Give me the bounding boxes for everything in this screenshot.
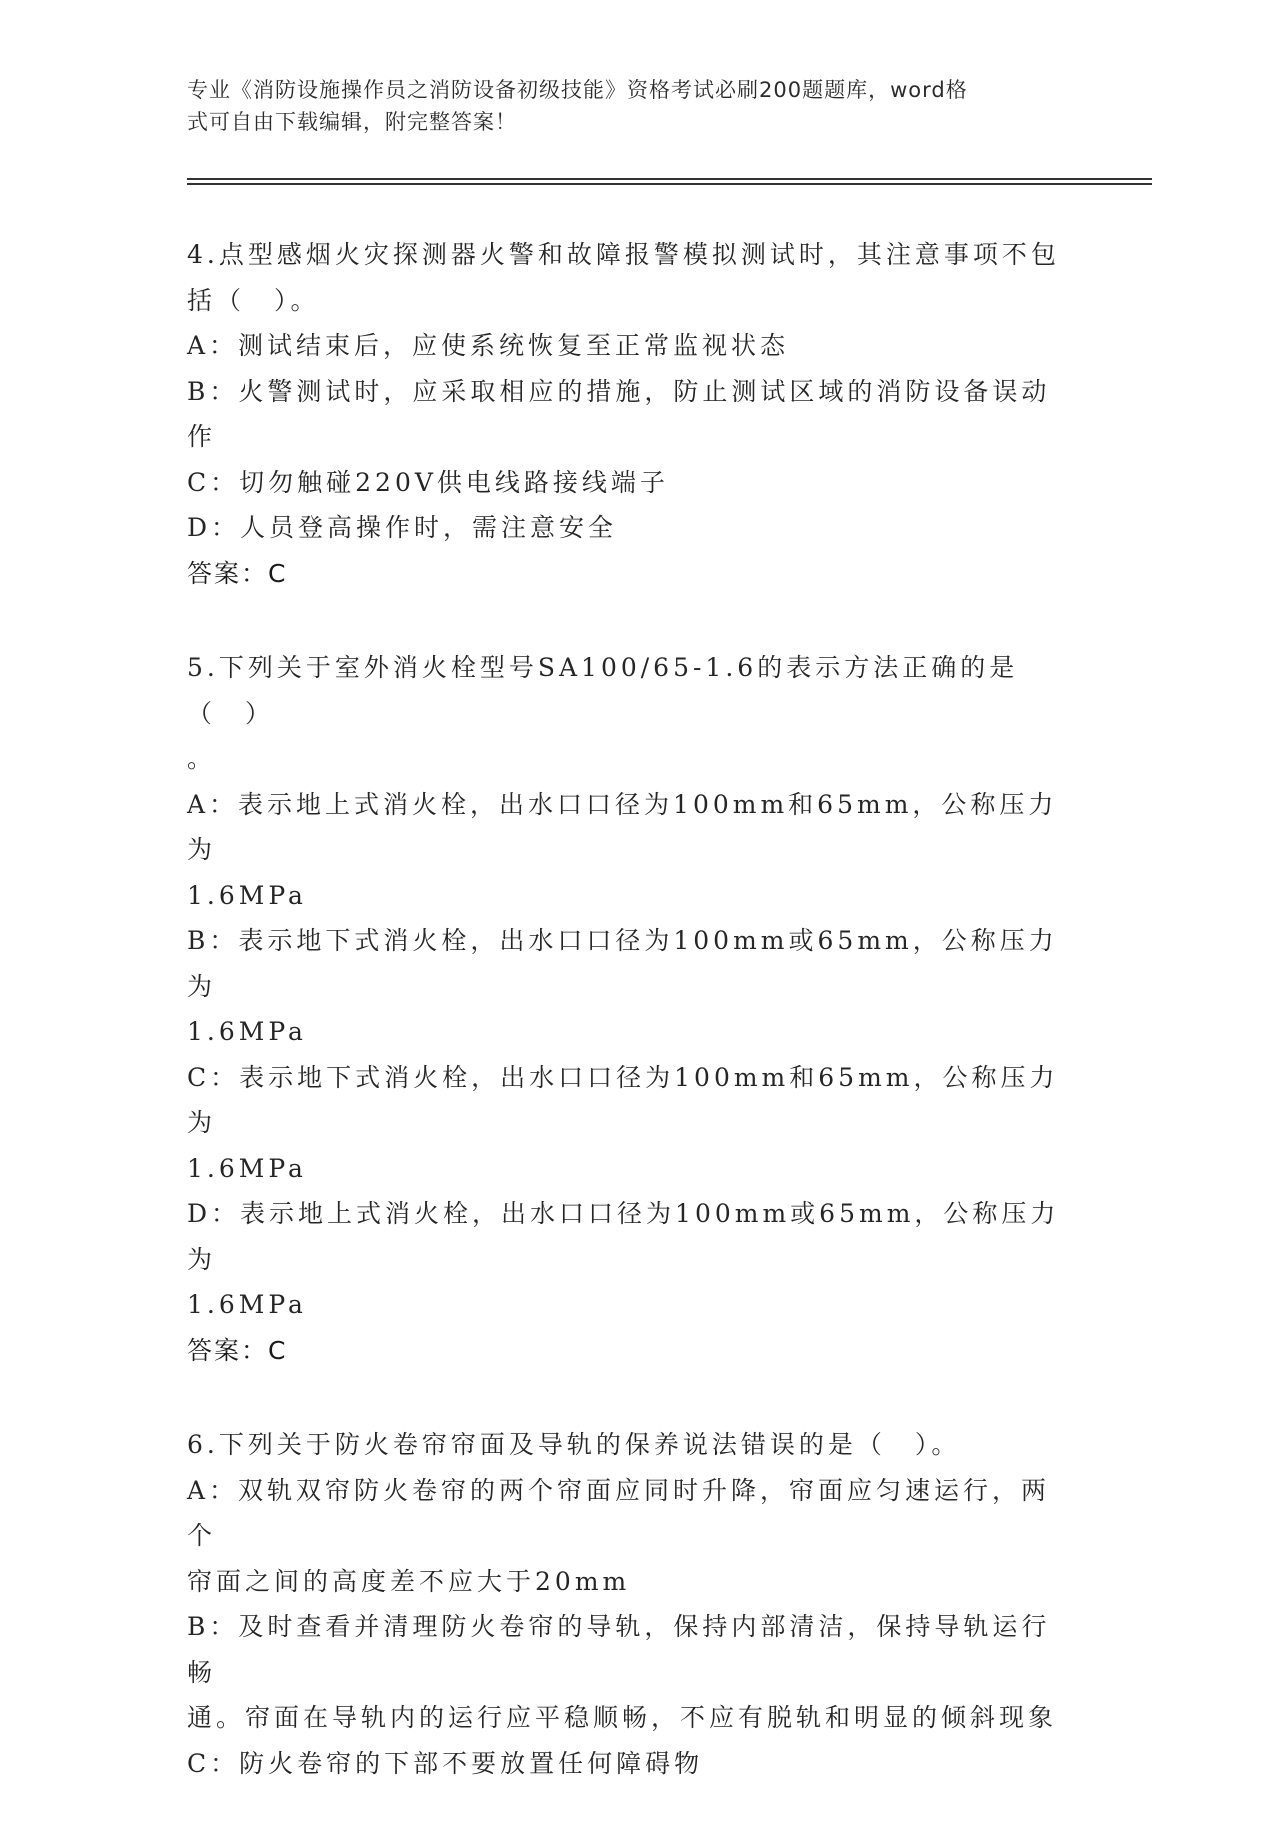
option-d: 1.6MPa — [187, 1290, 307, 1319]
option-d: D：人员登高操作时，需注意安全 — [187, 513, 618, 542]
question-list — [187, 232, 1067, 1835]
question-6 — [187, 1422, 1067, 1786]
option-a: A：测试结束后，应使系统恢复至正常监视状态 — [187, 331, 790, 360]
header-line: 式可自由下载编辑，附完整答案！ — [187, 110, 517, 134]
option-b: B：及时查看并清理防火卷帘的导轨，保持内部清洁，保持导轨运行畅 — [187, 1612, 1051, 1687]
option-a: A：双轨双帘防火卷帘的两个帘面应同时升降，帘面应匀速运行，两个 — [187, 1475, 1051, 1550]
option-a: A：表示地上式消火栓，出水口口径为100mm和65mm，公称压力为 — [187, 789, 1058, 864]
option-b: B：表示地下式消火栓，出水口口径为100mm或65mm，公称压力为 — [187, 926, 1058, 1001]
answer-label: 答案：C — [187, 558, 288, 588]
header-divider — [187, 183, 1152, 185]
question-5 — [187, 645, 1067, 1373]
question-4 — [187, 232, 1067, 596]
option-b: B：火警测试时，应采取相应的措施，防止测试区域的消防设备误动作 — [187, 376, 1051, 451]
header-divider — [187, 178, 1152, 180]
option-c: C：防火卷帘的下部不要放置任何障碍物 — [187, 1748, 704, 1778]
option-c: C：切勿触碰220V供电线路接线端子 — [187, 467, 669, 497]
option-c: 1.6MPa — [187, 1153, 307, 1183]
question-stem: 。 — [187, 744, 217, 773]
question-stem: 5.下列关于室外消火栓型号SA100/65-1.6的表示方法正确的是（ ） — [187, 653, 1019, 728]
header-line: 专业《消防设施操作员之消防设备初级技能》资格考试必刷200题题库，word格 — [187, 78, 968, 102]
question-stem: 4.点型感烟火灾探测器火警和故障报警模拟测试时，其注意事项不包 — [187, 240, 1060, 269]
question-stem: 括（ ）。 — [187, 285, 320, 315]
question-stem: 6.下列关于防火卷帘帘面及导轨的保养说法错误的是（ ）。 — [187, 1430, 961, 1459]
answer-label: 答案：C — [187, 1335, 288, 1365]
option-c: C：表示地下式消火栓，出水口口径为100mm和65mm，公称压力为 — [187, 1062, 1059, 1137]
option-a: 帘面之间的高度差不应大于20mm — [187, 1566, 631, 1596]
option-b: 通。帘面在导轨内的运行应平稳顺畅，不应有脱轨和明显的倾斜现象 — [187, 1703, 1058, 1732]
option-b: 1.6MPa — [187, 1017, 307, 1046]
document-header — [187, 74, 1067, 138]
option-d: D：表示地上式消火栓，出水口口径为100mm或65mm，公称压力为 — [187, 1199, 1060, 1274]
option-a: 1.6MPa — [187, 880, 307, 910]
